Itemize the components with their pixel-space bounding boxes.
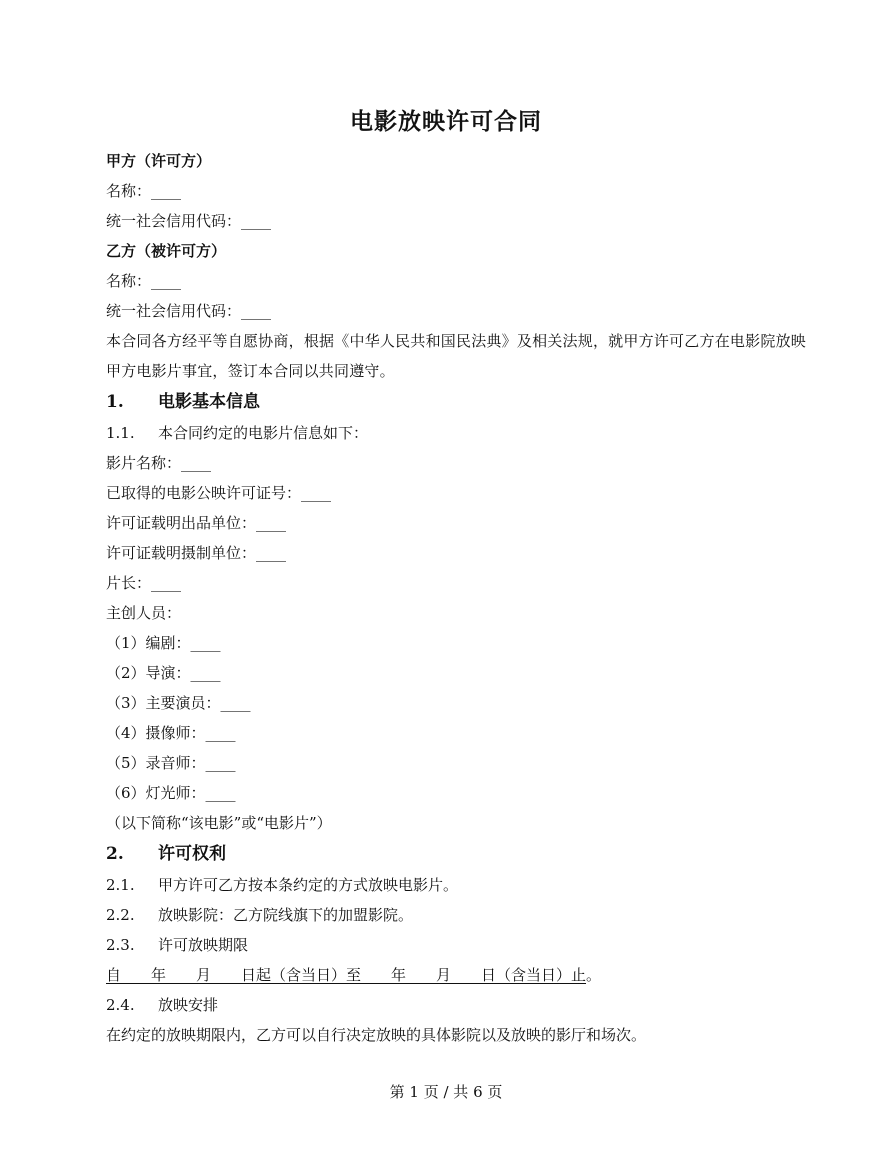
license-period-line [106,960,806,990]
clause-2-2 [106,900,806,930]
license-period-text: 自 年 月 日起（含当日）至 年 月 日（含当日）止 [106,966,587,984]
clause-2-4-text: 放映安排 [158,996,219,1014]
duration-field: 片长：____ [106,574,182,592]
clause-2-1-number: 2.1. [106,876,135,894]
crew-label: 主创人员： [106,604,182,622]
crew-item-cinematographer: （4）摄像师：____ [106,724,236,742]
license-period-end: 。 [586,966,602,984]
party-a-credit-code: 统一社会信用代码：____ [106,212,272,230]
clause-1-1-text: 本合同约定的电影片信息如下： [158,424,369,442]
screening-arrangement-text: 在约定的放映期限内，乙方可以自行决定放映的具体影院以及放映的影厅和场次。 [106,1026,647,1044]
crew-item-lighting: （6）灯光师：____ [106,784,236,802]
clause-1-1 [106,418,806,448]
party-b-name: 名称：____ [106,272,182,290]
crew-item-screenwriter: （1）编剧：____ [106,634,221,652]
party-b-credit-code: 统一社会信用代码：____ [106,302,272,320]
party-a-name: 名称：____ [106,182,182,200]
film-alias-note: （以下简称“该电影”或“电影片”） [106,814,332,832]
crew-item-director: （2）导演：____ [106,664,221,682]
film-name-field: 影片名称：____ [106,454,212,472]
document-title: 电影放映许可合同 [350,108,542,135]
clause-2-4-number: 2.4. [106,996,135,1014]
clause-2-4 [106,990,806,1020]
party-a-heading: 甲方（许可方） [106,152,212,170]
producer-field: 许可证载明出品单位：____ [106,514,287,532]
clause-2-2-text: 放映影院：乙方院线旗下的加盟影院。 [158,906,414,924]
license-number-field: 已取得的电影公映许可证号：____ [106,484,332,502]
document-body [106,146,806,1050]
maker-field: 许可证载明摄制单位：____ [106,544,287,562]
clause-2-3-text: 许可放映期限 [158,936,249,954]
clause-2-3 [106,930,806,960]
clause-2-1 [106,870,806,900]
section-1-heading [106,386,806,418]
preamble-paragraph: 本合同各方经平等自愿协商，根据《中华人民共和国民法典》及相关法规，就甲方许可乙方在电影院放映甲方电影片事宜，签订本合同以共同遵守。 [106,332,806,380]
clause-1-1-number: 1.1. [106,424,135,442]
section-2-heading [106,838,806,870]
party-b-heading: 乙方（被许可方） [106,242,227,260]
crew-item-sound: （5）录音师：____ [106,754,236,772]
section-1-title: 电影基本信息 [158,392,260,412]
section-2-number: 2. [106,844,124,864]
clause-2-3-number: 2.3. [106,936,135,954]
clause-2-1-text: 甲方许可乙方按本条约定的方式放映电影片。 [158,876,459,894]
section-1-number: 1. [106,392,124,412]
clause-2-2-number: 2.2. [106,906,135,924]
crew-item-actors: （3）主要演员：____ [106,694,251,712]
section-2-title: 许可权利 [158,844,226,864]
page-footer: 第 1 页 / 共 6 页 [389,1083,503,1101]
